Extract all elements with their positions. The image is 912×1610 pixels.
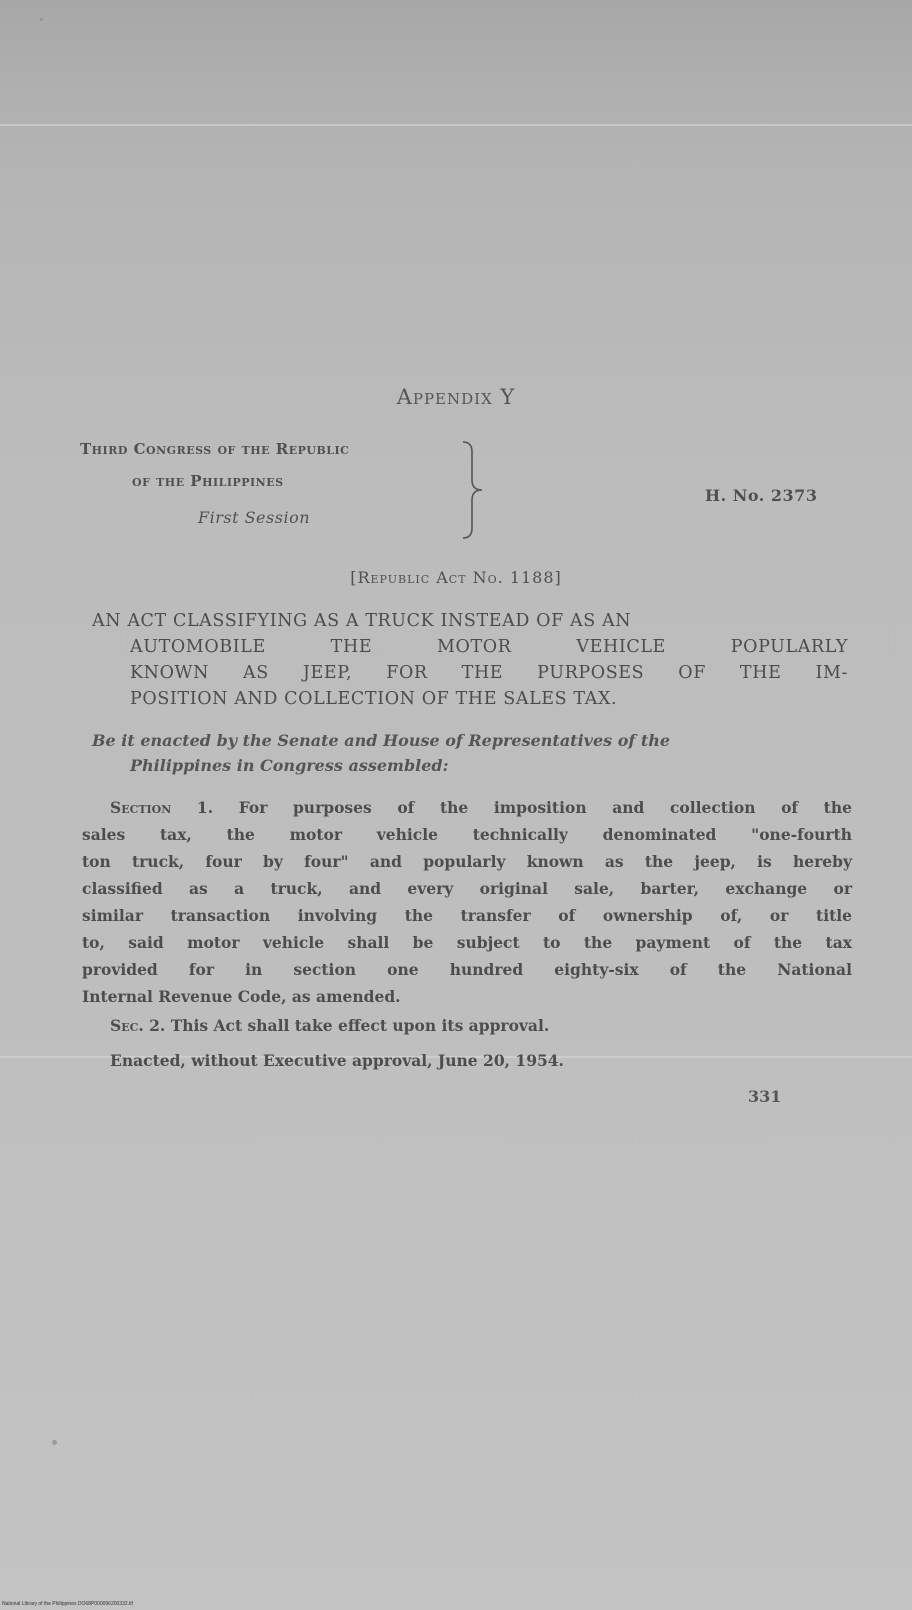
act-number: [Republic Act No. 1188] bbox=[350, 568, 562, 587]
section-line: Internal Revenue Code, as amended. bbox=[82, 987, 401, 1006]
section-line bbox=[82, 794, 852, 821]
enacting-clause bbox=[92, 728, 848, 778]
section-line: sales tax, the motor vehicle technically denominated "one-fourth bbox=[82, 825, 852, 844]
title-line: KNOWN AS JEEP, FOR THE PURPOSES OF THE IM- bbox=[130, 663, 848, 683]
enacted-note: Enacted, without Executive approval, June 20, 1954. bbox=[110, 1051, 564, 1070]
section-one bbox=[82, 794, 852, 1010]
enacting-clause-line: Philippines in Congress assembled: bbox=[130, 756, 449, 775]
act-title bbox=[92, 608, 848, 712]
section-label: Sec. 2. bbox=[110, 1016, 166, 1035]
section-text: This Act shall take effect upon its approval. bbox=[170, 1016, 550, 1035]
congress-line: Third Congress of the Republic bbox=[80, 440, 350, 458]
session-label: First Session bbox=[198, 508, 310, 527]
footer-credit: National Library of the Philippines DO68P000096200332.tif bbox=[2, 1601, 133, 1607]
congress-line: of the Philippines bbox=[132, 472, 284, 490]
congress-block bbox=[80, 440, 480, 545]
section-line: provided for in section one hundred eighty-six of the National bbox=[82, 960, 852, 979]
title-line: AN ACT CLASSIFYING AS A TRUCK INSTEAD OF AS AN bbox=[92, 611, 632, 631]
title-line: AUTOMOBILE THE MOTOR VEHICLE POPULARLY bbox=[130, 637, 848, 657]
section-label: Section 1. bbox=[110, 798, 214, 817]
section-line: similar transaction involving the transfer of ownership of, or title bbox=[82, 906, 852, 925]
dust-speck bbox=[40, 18, 43, 21]
page-number: 331 bbox=[748, 1087, 782, 1106]
title-line: POSITION AND COLLECTION OF THE SALES TAX. bbox=[130, 689, 618, 709]
right-curly-brace-icon bbox=[460, 440, 488, 540]
appendix-heading: Appendix Y bbox=[396, 385, 516, 409]
section-two bbox=[110, 1016, 850, 1035]
section-text: For purposes of the imposition and collection of the bbox=[238, 798, 852, 817]
scan-line-top bbox=[0, 124, 912, 126]
dust-speck bbox=[52, 1440, 57, 1445]
section-line: ton truck, four by four" and popularly known as the jeep, is hereby bbox=[82, 852, 852, 871]
bill-number: H. No. 2373 bbox=[705, 486, 818, 505]
section-line: to, said motor vehicle shall be subject to the payment of the tax bbox=[82, 933, 852, 952]
enacting-clause-line: Be it enacted by the Senate and House of Representatives of the bbox=[92, 731, 671, 750]
section-line: classified as a truck, and every original sale, barter, exchange or bbox=[82, 879, 852, 898]
